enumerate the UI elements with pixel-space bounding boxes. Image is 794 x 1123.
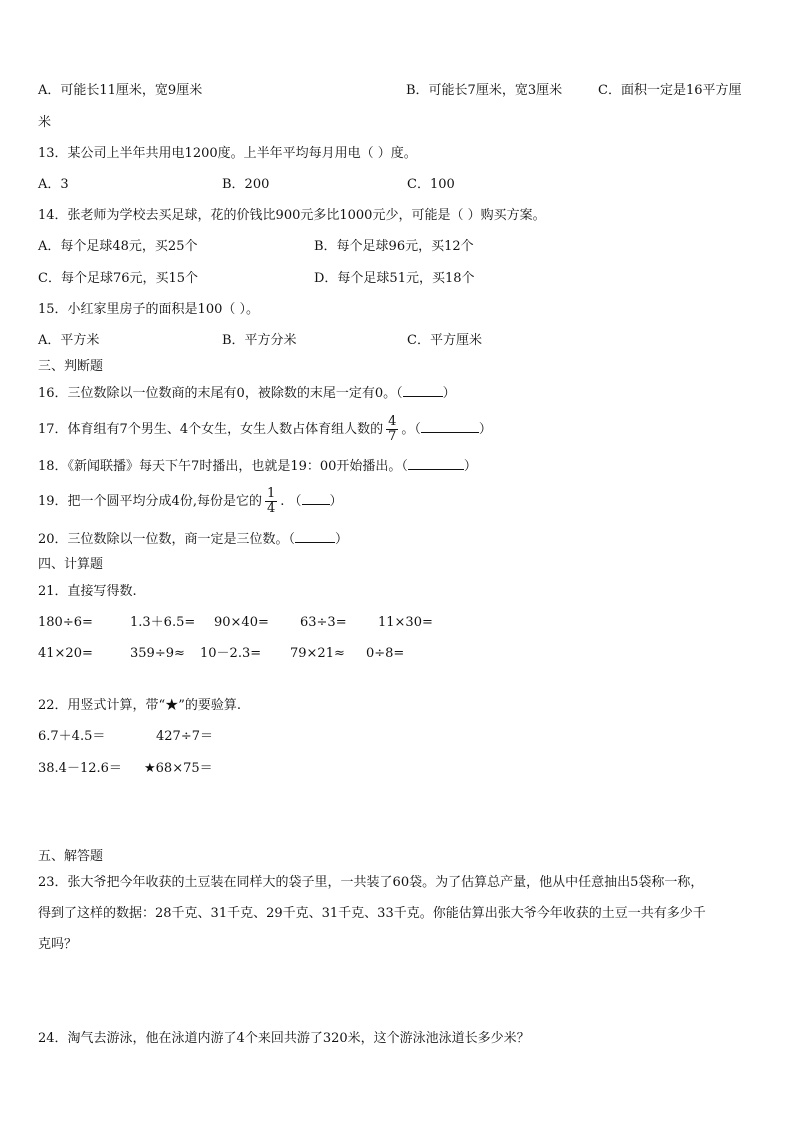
q22-item: 6.7＋4.5＝ [38,729,106,744]
q19-fraction-numerator: 1 [266,486,276,501]
q16-text: 16．三位数除以一位数商的末尾有0，被除数的末尾一定有0。（ [38,386,403,401]
q19-fraction-denominator: 4 [266,501,276,516]
q17-fraction-numerator: 4 [388,414,397,429]
q19-fraction [265,487,277,516]
q14-option-c: C．每个足球76元，买15个 [38,271,199,286]
q21-item: 180÷6= [38,615,93,630]
q19-statement [38,484,343,520]
q23-line-2: 得到了这样的数据：28千克、31千克、29千克、31千克、33千克。你能估算出张大爷今年收获的土豆一共有多少千 [38,906,706,921]
q18-text: 18．《新闻联播》每天下午7时播出，也就是19：00开始播出。（ [38,459,408,474]
q21-item: 79×21≈ [290,646,345,661]
q22-item: ★68×75＝ [144,761,213,776]
q13-option-a: A．3 [38,177,69,192]
q17-close: ） [478,422,492,437]
section-heading-judgement: 三、判断题 [38,359,104,374]
q16-answer-blank[interactable] [403,384,443,397]
q12-option-a: A．可能长11厘米，宽9厘米 [38,83,203,98]
q16-close: ） [442,386,456,401]
q13-option-b: B．200 [222,177,270,192]
q15-option-b: B．平方分米 [222,333,297,348]
q18-answer-blank[interactable] [408,457,464,470]
q19-text: 19．把一个圆平均分成4份,每份是它的 [38,494,262,509]
q18-statement [38,457,477,476]
q19-close: ） [329,494,343,509]
q14-option-d: D．每个足球51元，买18个 [314,271,475,286]
q17-statement [38,412,492,448]
q17-answer-blank[interactable] [421,420,479,433]
q20-answer-blank[interactable] [295,530,335,543]
q15-option-a: A．平方米 [38,333,100,348]
q13-stem: 13．某公司上半年共用电1200度。上半年平均每月用电（ ）度。 [38,146,417,161]
q23-line-3: 克吗？ [38,937,78,952]
q14-option-b: B．每个足球96元，买12个 [314,239,474,254]
q12-option-b: B．可能长7厘米，宽3厘米 [406,83,563,98]
q13-option-c: C．100 [407,177,455,192]
q17-fraction [386,415,398,444]
q18-close: ） [463,459,477,474]
q19-after: . （ [280,494,302,509]
q21-item: 359÷9≈ [130,646,185,661]
q21-item: 63÷3= [300,615,347,630]
q23-line-1: 23．张大爷把今年收获的土豆装在同样大的袋子里，一共装了60袋。为了估算总产量，他从中任意抽出5袋称一称， [38,875,704,890]
q20-close: ） [335,532,349,547]
q17-text: 17．体育组有7个男生、4个女生，女生人数占体育组人数的 [38,422,384,437]
q20-text: 20．三位数除以一位数，商一定是三位数。（ [38,532,296,547]
section-heading-calculation: 四、计算题 [38,557,104,572]
q21-item: 90×40= [214,615,269,630]
q14-option-a: A．每个足球48元，买25个 [38,239,198,254]
q21-item: 0÷8= [366,646,405,661]
q14-stem: 14．张老师为学校去买足球，花的价钱比900元多比1000元少，可能是（ ）购买方案。 [38,208,546,223]
q12-option-c: C．面积一定是16平方厘 [598,83,742,98]
q21-item: 41×20= [38,646,93,661]
q21-item: 1.3＋6.5= [130,615,196,630]
q24-text: 24．淘气去游泳，他在泳道内游了4个来回共游了320米，这个游泳池泳道长多少米？ [38,1031,530,1046]
q17-after: 。（ [401,422,421,437]
section-heading-word-problems: 五、解答题 [38,849,104,864]
q16-statement [38,384,456,403]
q22-item: 427÷7＝ [156,729,213,744]
q21-item: 11×30= [378,615,433,630]
q22-stem: 22．用竖式计算，带“★”的要验算. [38,698,241,713]
q20-statement [38,530,348,549]
q19-answer-blank[interactable] [302,492,330,505]
q21-item: 10－2.3= [200,646,262,661]
q12-option-c-continued: 米 [38,115,52,130]
q15-option-c: C．平方厘米 [407,333,482,348]
q22-item: 38.4－12.6＝ [38,761,122,776]
q21-stem: 21．直接写得数. [38,584,137,599]
q17-fraction-denominator: 7 [388,429,397,444]
q15-stem: 15．小红家里房子的面积是100（ ）。 [38,302,259,317]
